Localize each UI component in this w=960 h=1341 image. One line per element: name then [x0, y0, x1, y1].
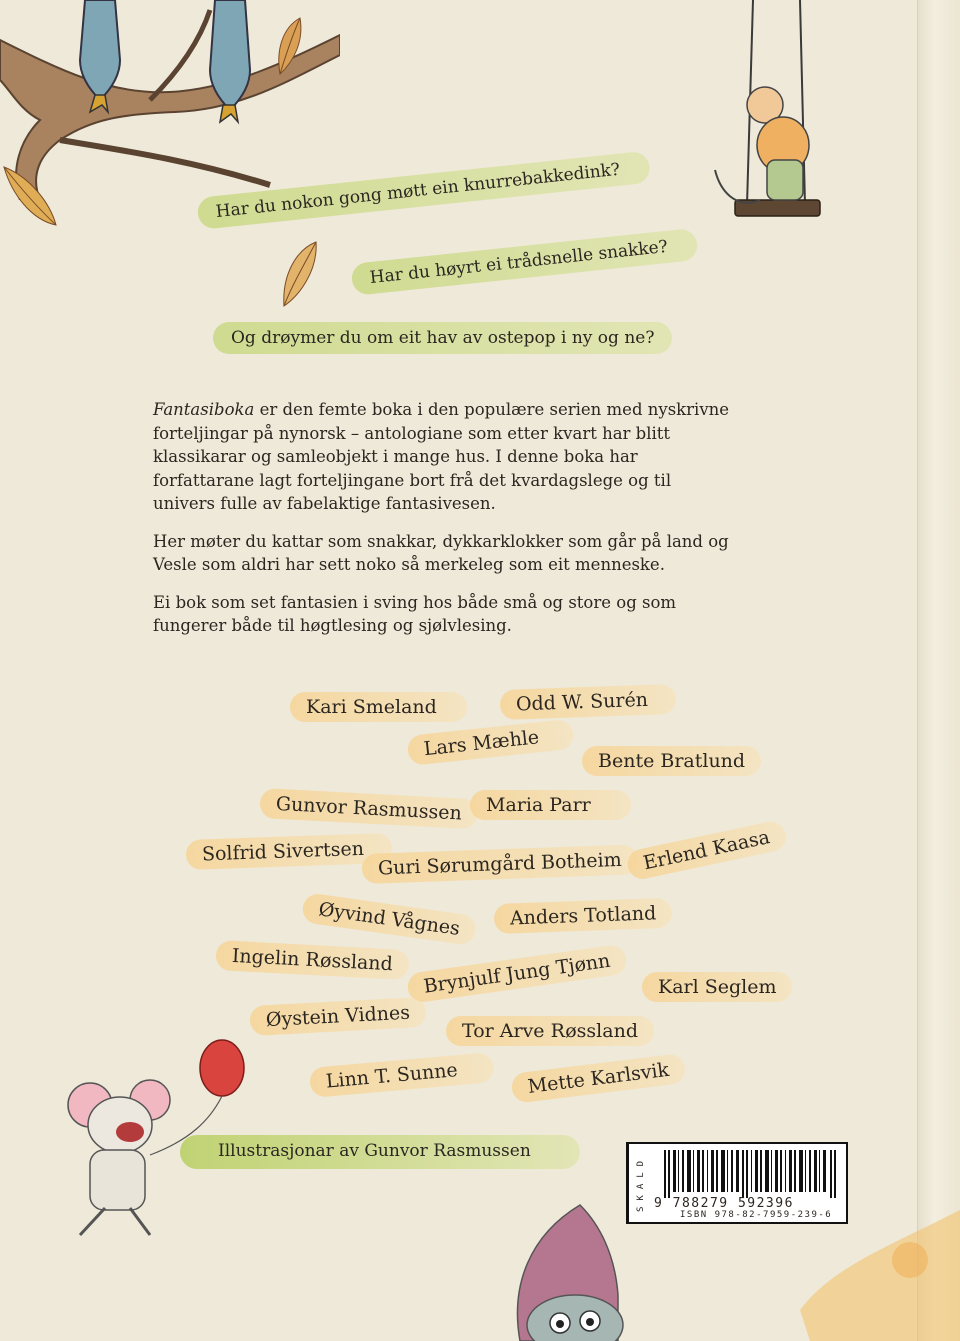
publisher-name: SKALD: [628, 1144, 653, 1222]
author-name: Guri Sørumgård Botheim: [361, 844, 638, 884]
description-paragraph-3: Ei bok som set fantasien i sving hos både små og store og som fungerer både til høgtlesing og sjølvlesing.: [153, 592, 677, 635]
barcode-digits: 9 788279 592396: [654, 1196, 794, 1211]
author-name: Odd W. Surén: [499, 684, 676, 720]
author-name: Lars Mæhle: [406, 719, 574, 766]
isbn-barcode: [626, 1142, 848, 1224]
author-name: Solfrid Sivertsen: [185, 833, 392, 870]
author-name: Ingelin Røssland: [215, 940, 409, 980]
description-paragraph-1-text: er den femte boka i den populære serien med nyskrivne forteljingar på nynorsk – antologiane som etter kvart har blitt klassikarar og samleobjekt i mange hus. I denne boka har forfattarane lagt forteljingane bort frå det kvardagslege og til univers fulle av fabelaktige fantasivesen.: [153, 400, 730, 513]
author-name: Tor Arve Røssland: [446, 1016, 654, 1046]
question-bubble: Har du høyrt ei trådsnelle snakke?: [350, 228, 699, 296]
barcode-bars: [664, 1150, 840, 1198]
feather-icon: [2, 165, 58, 227]
question-bubble: Og drøymer du om eit hav av ostepop i ny og ne?: [213, 322, 672, 354]
mouse-on-swing-illustration: [705, 0, 835, 260]
author-name: Øyvind Vågnes: [301, 892, 478, 946]
author-name: Linn T. Sunne: [309, 1052, 495, 1098]
author-name: Brynjulf Jung Tjønn: [406, 944, 628, 1004]
book-title: Fantasiboka: [153, 400, 255, 419]
description-paragraph-1: [153, 398, 733, 516]
feather-icon: [272, 16, 308, 78]
isbn-number: ISBN 978-82-7959-239-6: [680, 1210, 833, 1220]
author-name: Gunvor Rasmussen: [259, 788, 478, 829]
description-paragraph-2: Her møter du kattar som snakkar, dykkarklokker som går på land og Vesle som aldri har sett noko så merkeleg som eit menneske.: [153, 531, 729, 574]
author-name: Kari Smeland: [290, 692, 467, 722]
author-name: Bente Bratlund: [582, 746, 761, 776]
feather-icon: [278, 240, 320, 308]
bird-right-illustration: [195, 0, 265, 125]
author-name: Erlend Kaasa: [625, 819, 788, 882]
book-description: [153, 398, 733, 638]
author-name: Maria Parr: [470, 790, 631, 820]
book-spine: [917, 0, 960, 1341]
author-name: Mette Karlsvik: [510, 1053, 686, 1104]
author-name: Karl Seglem: [642, 972, 792, 1002]
author-name: Anders Totland: [493, 898, 672, 934]
author-name: Øystein Vidnes: [249, 997, 426, 1036]
illustrator-credit: Illustrasjonar av Gunvor Rasmussen: [180, 1135, 580, 1169]
bird-left-illustration: [70, 0, 130, 115]
question-bubble: Har du nokon gong møtt ein knurrebakkedink?: [196, 151, 651, 230]
